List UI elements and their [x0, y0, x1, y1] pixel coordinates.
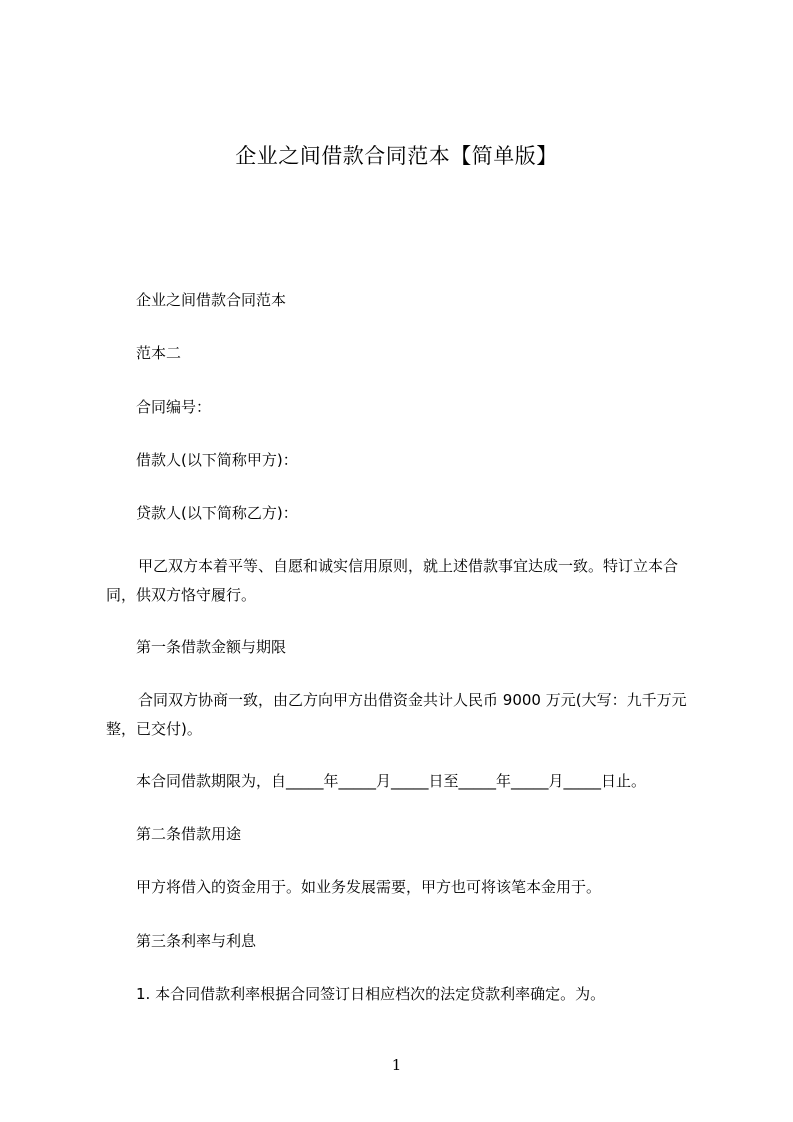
paragraph-contract-heading: 企业之间借款合同范本	[136, 291, 287, 309]
paragraph-loan-purpose: 甲方将借入的资金用于。如业务发展需要，甲方也可将该笔本金用于。	[136, 878, 602, 896]
document-title: 企业之间借款合同范本【简单版】	[235, 144, 558, 168]
paragraph-loan-term: 本合同借款期限为，自_____年_____月_____日至_____年_____月_____日止。	[136, 772, 647, 790]
article-1-heading: 第一条借款金额与期限	[136, 638, 287, 656]
paragraph-contract-number: 合同编号：	[136, 398, 212, 416]
paragraph-template-number: 范本二	[136, 344, 182, 362]
paragraph-lender: 贷款人(以下简称乙方)：	[136, 504, 298, 522]
paragraph-borrower: 借款人(以下简称甲方)：	[136, 451, 298, 469]
paragraph-loan-amount: 合同双方协商一致，由乙方向甲方出借资金共计人民币 9000 万元(大写：九千万元整，已交付)。	[106, 691, 687, 738]
paragraph-interest-rate: 1. 本合同借款利率根据合同签订日相应档次的法定贷款利率确定。为。	[136, 985, 606, 1003]
article-2-heading: 第二条借款用途	[136, 825, 242, 843]
paragraph-preamble: 甲乙双方本着平等、自愿和诚实信用原则，就上述借款事宜达成一致。特订立本合同，供双方恪守履行。	[106, 557, 679, 604]
article-3-heading: 第三条利率与利息	[136, 932, 257, 950]
page-number: 1	[391, 1056, 402, 1074]
